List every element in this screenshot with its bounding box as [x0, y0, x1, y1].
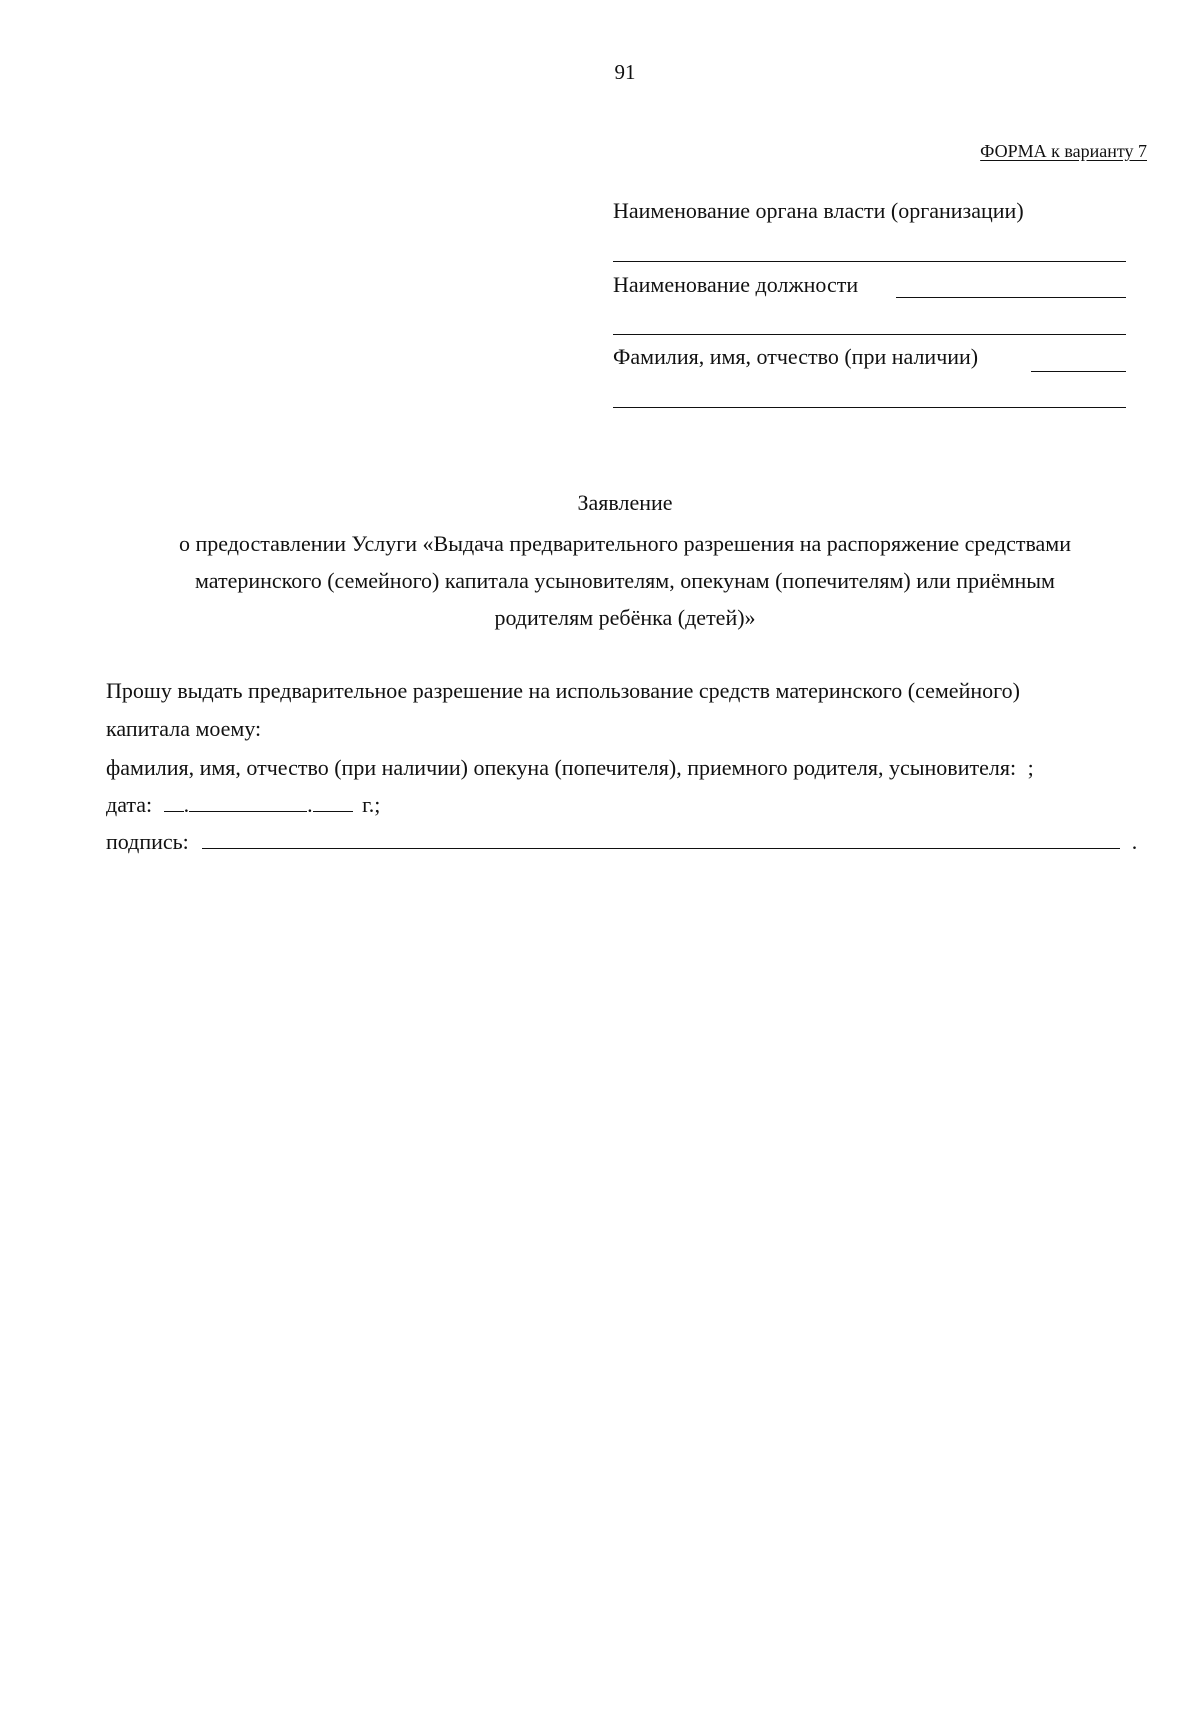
guardian-fio-row — [106, 755, 1034, 781]
statement-subtitle-line: родителям ребёнка (детей)» — [494, 605, 756, 630]
fio-field-inline[interactable] — [1031, 371, 1126, 372]
signature-field[interactable] — [202, 830, 1120, 849]
date-day-field[interactable] — [164, 793, 184, 812]
form-label: ФОРМА к варианту 7 — [980, 141, 1147, 161]
position-label: Наименование должности — [613, 272, 859, 297]
signature-label: подпись: — [106, 829, 189, 854]
date-separator: . — [183, 792, 190, 817]
date-label: дата: — [106, 792, 153, 817]
fio-field[interactable] — [613, 407, 1126, 408]
position-field[interactable] — [613, 334, 1126, 335]
date-year-field[interactable] — [313, 793, 353, 812]
guardian-fio-label: фамилия, имя, отчество (при наличии) опекуна (попечителя), приемного родителя, усыновителя: — [106, 755, 1017, 780]
statement-subtitle — [100, 525, 1150, 636]
signature-row — [106, 829, 1137, 855]
request-text-line: Прошу выдать предварительное разрешение на использование средств материнского (семейного) — [106, 678, 1020, 703]
signature-end: . — [1131, 829, 1138, 854]
statement-subtitle-line: материнского (семейного) капитала усыновителям, опекунам (попечителям) или приёмным — [195, 568, 1055, 593]
fio-label: Фамилия, имя, отчество (при наличии) — [613, 344, 979, 369]
statement-title: Заявление — [577, 490, 673, 515]
page-number: 91 — [614, 60, 636, 84]
guardian-fio-end: ; — [1027, 755, 1034, 780]
date-suffix: г.; — [362, 792, 381, 817]
date-separator: . — [307, 792, 313, 817]
authority-label: Наименование органа власти (организации) — [613, 198, 1024, 223]
request-text-line: капитала моему: — [106, 716, 262, 741]
date-month-field[interactable] — [189, 793, 307, 812]
authority-field[interactable] — [613, 261, 1126, 262]
statement-subtitle-line: о предоставлении Услуги «Выдача предварительного разрешения на распоряжение средствами — [178, 531, 1072, 556]
position-field-inline[interactable] — [896, 297, 1126, 298]
date-row — [106, 792, 380, 818]
